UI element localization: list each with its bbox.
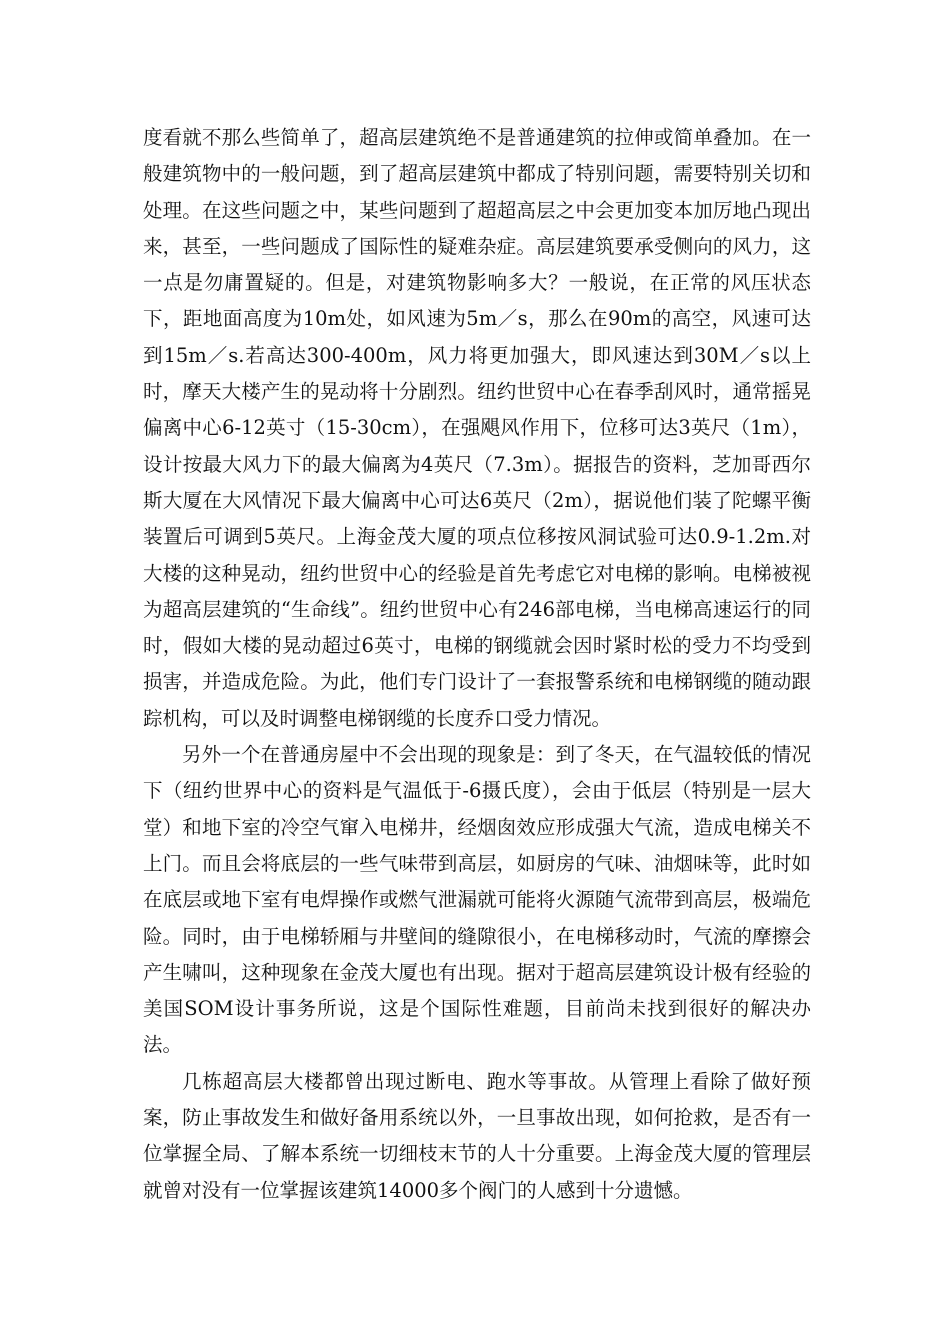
paragraph-accident-management: 几栋超高层大楼都曾出现过断电、跑水等事故。从管理上看除了做好预案，防止事故发生和做好备用系统以外，一旦事故出现，如何抢救，是否有一位掌握全局、了解本系统一切细枝末节的人十分重要。上海金茂大厦的管理层就曾对没有一位掌握该建筑14000多个阀门的人感到十分遗憾。 — [143, 1069, 811, 1202]
paragraph-continuation: 度看就不那么些简单了，超高层建筑绝不是普通建筑的拉伸或简单叠加。在一般建筑物中的一般问题，到了超高层建筑中都成了特别问题，需要特别关切和处理。在这些问题之中，某些问题到了超超高层之中会更加变本加厉地凸现出来，甚至，一些问题成了国际性的疑难杂症。高层建筑要承受侧向的风力，这一点是勿庸置疑的。但是，对建筑物影响多大？一般说，在正常的风压状态下，距地面高度为10m处，如风速为5m／s，那么在90m的高空，风速可达到15m／s.若高达300-400m，风力将更加强大，即风速达到30M／s以上时，摩天大楼产生的晃动将十分剧烈。纽约世贸中心在春季刮风时，通常摇晃偏离中心6-12英寸（15-30cm），在强飓风作用下，位移可达3英尺（1m），设计按最大风力下的最大偏离为4英尺（7.3m）。据报告的资料，芝加哥西尔斯大厦在大风情况下最大偏离中心可达6英尺（2m），据说他们装了陀螺平衡装置后可调到5英尺。上海金茂大厦的项点位移按风洞试验可达0.9-1.2m.对大楼的这种晃动，纽约世贸中心的经验是首先考虑它对电梯的影响。电梯被视为超高层建筑的“生命线”。纽约世贸中心有246部电梯，当电梯高速运行的同时，假如大楼的晃动超过6英寸，电梯的钢缆就会因时紧时松的受力不均受到损害，并造成危险。为此，他们专门设计了一套报警系统和电梯钢缆的随动跟踪机构，可以及时调整电梯钢缆的长度乔口受力情况。 — [143, 126, 811, 730]
document-body — [143, 120, 811, 1209]
paragraph-elevator-airflow: 另外一个在普通房屋中不会出现的现象是：到了冬天，在气温较低的情况下（纽约世界中心的资料是气温低于-6摄氏度），会由于低层（特别是一层大堂）和地下室的冷空气窜入电梯井，经烟囱效应形成强大气流，造成电梯关不上门。而且会将底层的一些气味带到高层，如厨房的气味、油烟味等，此时如在底层或地下室有电焊操作或燃气泄漏就可能将火源随气流带到高层，极端危险。同时，由于电梯轿厢与井壁间的缝隙很小，在电梯移动时，气流的摩擦会产生啸叫，这种现象在金茂大厦也有出现。据对于超高层建筑设计极有经验的美国SOM设计事务所说，这是个国际性难题，目前尚未找到很好的解决办法。 — [143, 743, 811, 1057]
